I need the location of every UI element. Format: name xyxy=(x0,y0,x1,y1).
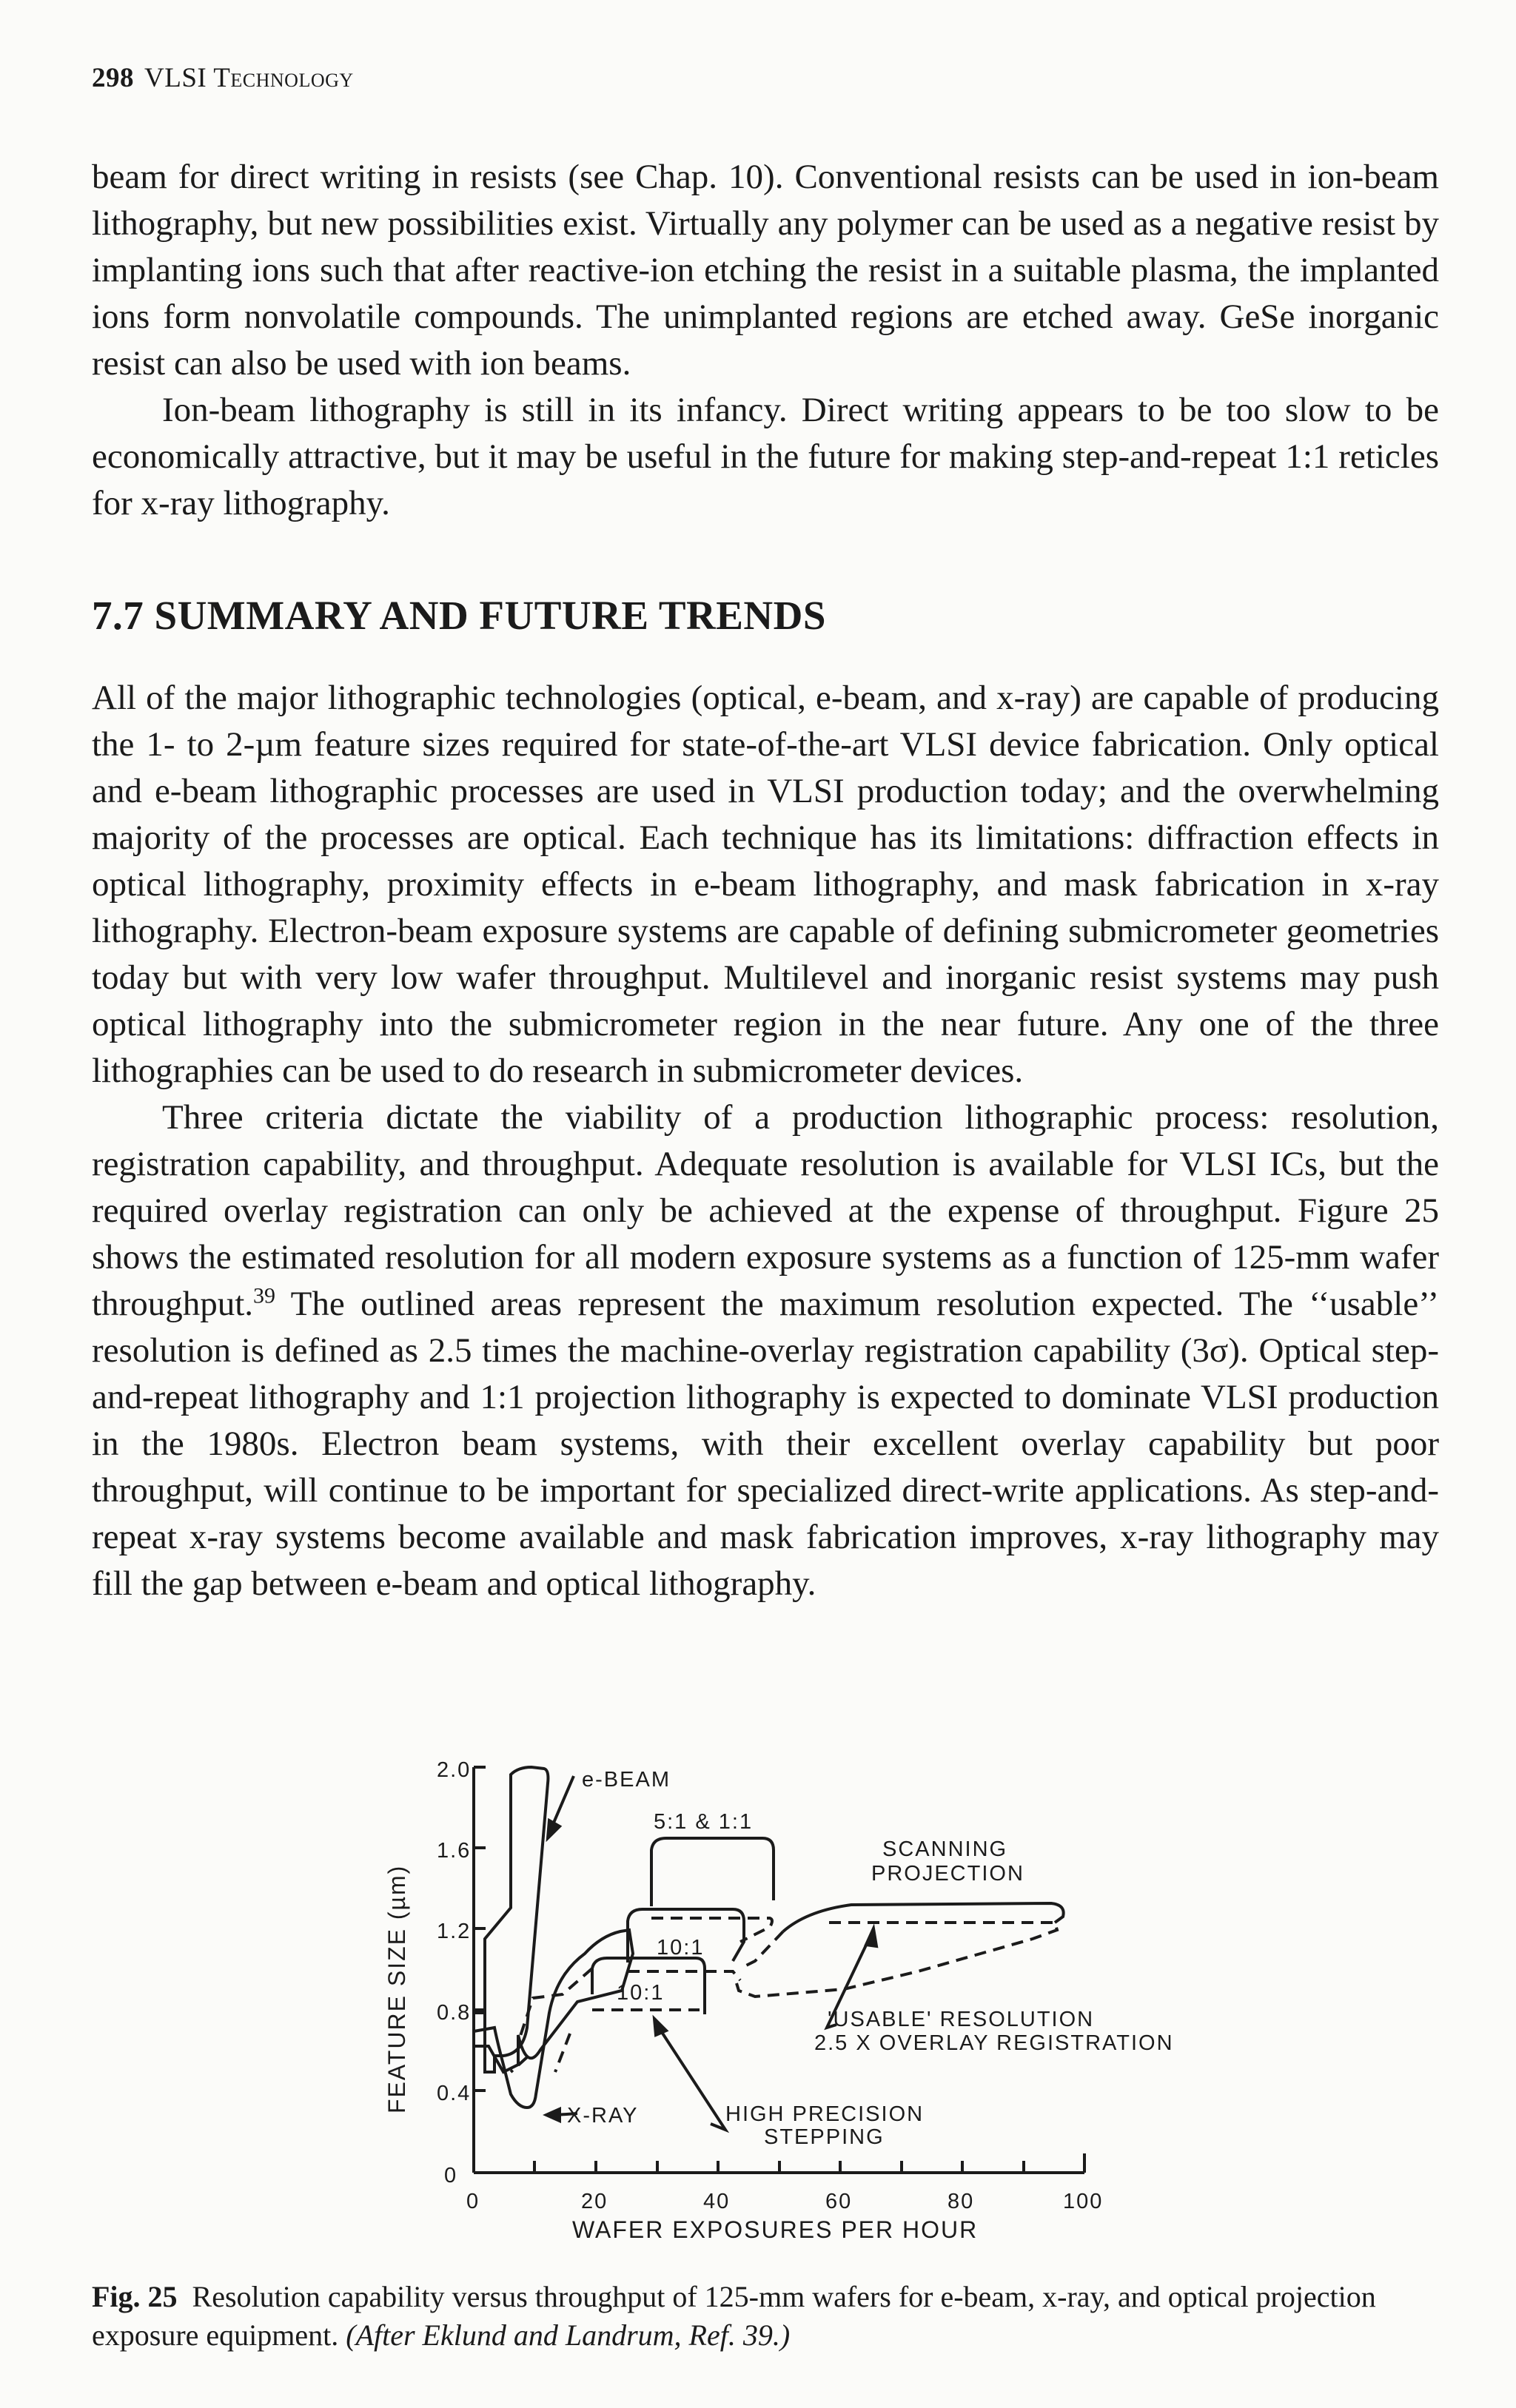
label-high-precision: HIGH PRECISION xyxy=(725,2102,925,2126)
label-e-beam: e-BEAM xyxy=(582,1768,671,1792)
caption-credit: (After Eklund and Landrum, Ref. 39.) xyxy=(346,2318,791,2352)
page-number: 298 xyxy=(92,63,134,93)
x-tick-label: 100 xyxy=(1063,2190,1104,2213)
x-tick-label: 0 xyxy=(466,2190,480,2213)
y-axis-label: FEATURE SIZE (µm) xyxy=(383,1864,410,2113)
paragraph-text: The outlined areas represent the maximum resolution expected. The ‘‘usable’’ resolution is defined as 2.5 times the machine-overlay registration capability (3σ). Optical step-and-repeat lithography and 1:1 projection lithography is expected to dominate VLSI production in the 1980s. Electron beam systems, with their excellent overlay capability but poor throughput, will continue to be important for specialized direct-write applications. As step-and-repeat x-ray systems become available and mask fabrication improves, x-ray lithography may fill the gap between e-beam and optical lithography. xyxy=(92,1285,1439,1603)
figure-caption xyxy=(92,2278,1446,2355)
text-block-ion-beam xyxy=(92,154,1439,527)
y-tick-label: 1.2 xyxy=(437,1920,472,1943)
label-projection: PROJECTION xyxy=(871,1862,1024,1886)
label-scanning: SCANNING xyxy=(882,1837,1008,1861)
x-axis-ticks xyxy=(534,2153,1084,2173)
label-5-1-and-1-1: 5:1 & 1:1 xyxy=(654,1810,754,1834)
y-tick-label: 0.8 xyxy=(437,2001,472,2025)
paragraph xyxy=(92,1094,1439,1607)
scanning-projection-region xyxy=(783,1903,1064,1931)
paragraph: All of the major lithographic technologies (optical, e-beam, and x-ray) are capable of producing the 1- to 2-µm feature sizes required for state-of-the-art VLSI device fabrication. Only optical and e-beam lithographic processes are used in VLSI production today; and the overwhelming majority of the processes are optical. Each technique has its limitations: diffraction effects in optical lithography, proximity effects in e-beam lithography, and mask fabrication in x-ray lithography. Electron-beam exposure systems are capable of defining submicrometer geometries today but with very low wafer throughput. Multilevel and inorganic resist systems may push optical lithography into the submicrometer region in the near future. Any one of the three lithographies can be used to do research in submicrometer devices. xyxy=(92,679,1439,1090)
paragraph: beam for direct writing in resists (see Chap. 10). Conventional resists can be used in ion-beam lithography, but new possibilities exist. Virtually any polymer can be used as a negative resist by implanting ions such that after reactive-ion etching the resist in a suitable plasma, the implanted ions form nonvolatile compounds. The unimplanted regions are etched away. GeSe inorganic resist can also be used with ion beams. xyxy=(92,158,1439,383)
x-tick-label: 20 xyxy=(581,2190,608,2213)
label-10-1-lower: 10:1 xyxy=(617,1981,665,2005)
y-tick-label: 1.6 xyxy=(437,1839,472,1863)
y-tick-label: 0 xyxy=(444,2164,458,2187)
label-usable-resolution: 'USABLE' RESOLUTION xyxy=(828,2008,1095,2031)
figure-label: Fig. 25 xyxy=(92,2280,178,2313)
running-header xyxy=(92,62,354,94)
paragraph: Ion-beam lithography is still in its infancy. Direct writing appears to be too slow to be economically attractive, but it may be useful in the future for making step-and-repeat 1:1 reticles for x-ray lithography. xyxy=(92,391,1439,522)
label-overlay-registration: 2.5 X OVERLAY REGISTRATION xyxy=(814,2031,1174,2055)
ratio-5-1-region xyxy=(651,1838,774,1906)
x-tick-label: 40 xyxy=(703,2190,731,2213)
caption-text: Resolution capability versus throughput of 125-mm wafers for e-beam, x-ray, and optical projection exposure equipment. xyxy=(92,2280,1376,2352)
x-tick-label: 80 xyxy=(948,2190,975,2213)
high-precision-leader xyxy=(659,2028,725,2130)
e-beam-leader xyxy=(551,1776,574,1828)
label-stepping: STEPPING xyxy=(764,2125,885,2149)
y-tick-label: 2.0 xyxy=(437,1758,472,1782)
x-axis-label: WAFER EXPOSURES PER HOUR xyxy=(572,2216,979,2243)
text-block-summary xyxy=(92,675,1439,1607)
y-tick-label: 0.4 xyxy=(437,2082,472,2105)
x-tick-label: 60 xyxy=(825,2190,853,2213)
label-x-ray: X-RAY xyxy=(567,2104,639,2128)
paragraph-text: Three criteria dictate the viability of a production lithographic process: resolution, registration capability, and throughput. Adequate resolution is available for VLSI ICs, but the required overlay registration can only be achieved at the expense of throughput. Figure 25 shows the estimated resolution for all modern exposure systems as a function of 125-mm wafer throughput. xyxy=(92,1098,1439,1323)
running-head-title: VLSI Technology xyxy=(144,63,354,93)
label-10-1-upper: 10:1 xyxy=(657,1936,705,1960)
reference-superscript: 39 xyxy=(253,1283,276,1308)
section-heading: 7.7 SUMMARY AND FUTURE TRENDS xyxy=(92,593,826,638)
